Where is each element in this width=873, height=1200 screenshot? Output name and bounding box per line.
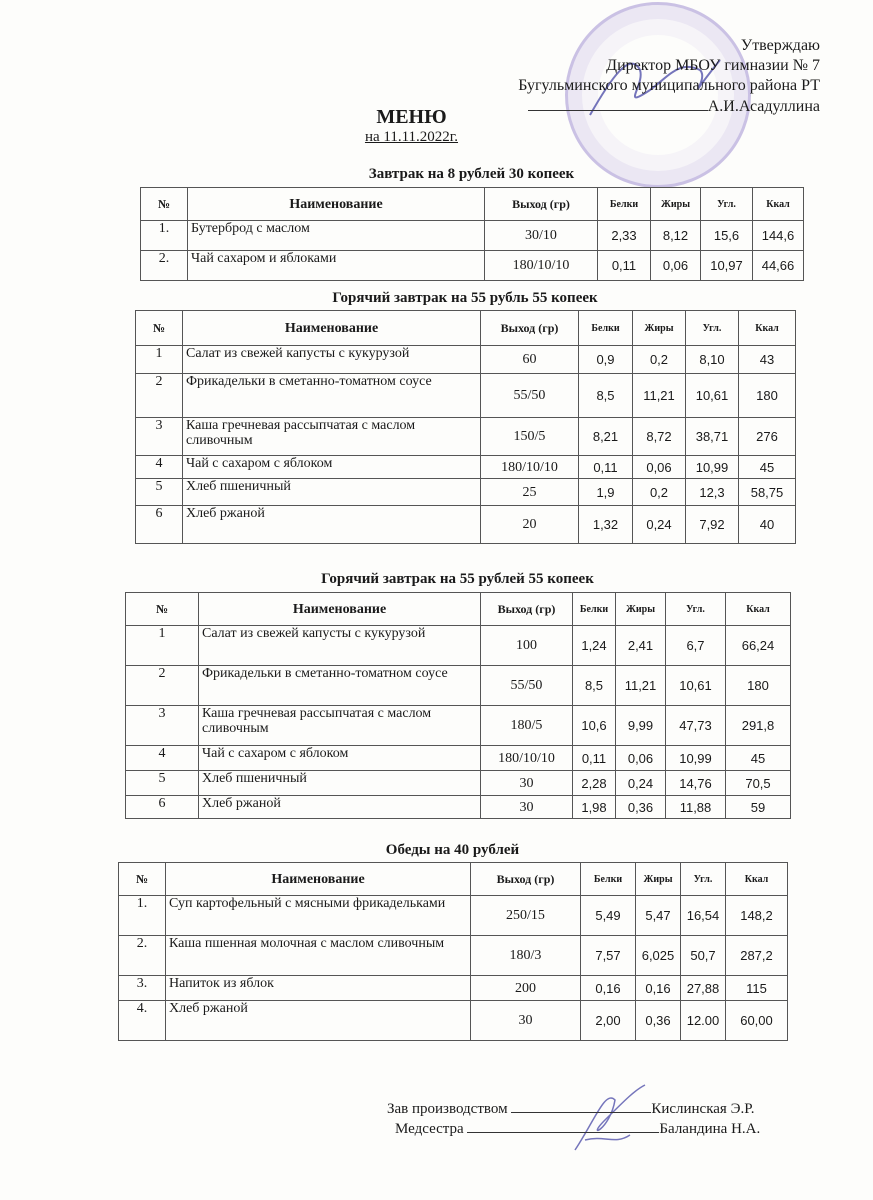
table-row [141,221,804,251]
cell-col-name: Каша пшенная молочная с маслом сливочным [166,936,471,976]
cell-col-yield: 180/3 [471,936,581,976]
cell-col-protein: 0,11 [579,456,633,479]
cell-col-carbs: 16,54 [681,896,726,936]
table-row [126,626,791,666]
cell-col-name: Хлеб пшеничный [183,479,481,506]
header-col-yield: Выход (гр) [485,188,598,221]
cell-col-name: Фрикадельки в сметанно-томатном соусе [199,666,481,706]
cell-col-name: Хлеб пшеничный [199,771,481,796]
cell-col-fat: 8,12 [651,221,701,251]
header-col-protein: Белки [573,593,616,626]
header-col-name: Наименование [183,311,481,346]
cell-col-protein: 5,49 [581,896,636,936]
cell-col-fat: 0,06 [616,746,666,771]
cell-col-number: 6 [136,506,183,544]
cell-col-name: Каша гречневая рассыпчатая с маслом сливочным [183,418,481,456]
cell-col-number: 1. [119,896,166,936]
signature-line [467,1118,659,1133]
cell-col-carbs: 10,97 [701,251,753,281]
cell-col-fat: 8,72 [633,418,686,456]
menu-table [125,592,791,819]
cell-col-yield: 200 [471,976,581,1001]
cell-col-carbs: 38,71 [686,418,739,456]
table-row [141,251,804,281]
cell-col-carbs: 50,7 [681,936,726,976]
signature-name: Баландина Н.А. [659,1121,761,1137]
cell-col-fat: 5,47 [636,896,681,936]
table-row [126,706,791,746]
table-row [136,456,796,479]
cell-col-protein: 1,32 [579,506,633,544]
signature-line [511,1098,651,1113]
cell-col-number: 3 [126,706,199,746]
cell-col-number: 2. [119,936,166,976]
cell-col-number: 4 [136,456,183,479]
cell-col-yield: 100 [481,626,573,666]
header-col-number: № [126,593,199,626]
cell-col-kcal: 59 [726,796,791,819]
cell-col-name: Бутерброд с маслом [188,221,485,251]
cell-col-yield: 20 [481,506,579,544]
header-col-fat: Жиры [633,311,686,346]
cell-col-fat: 0,06 [651,251,701,281]
cell-col-name: Напиток из яблок [166,976,471,1001]
header-col-yield: Выход (гр) [481,593,573,626]
cell-col-fat: 0,24 [633,506,686,544]
cell-col-kcal: 291,8 [726,706,791,746]
header-col-yield: Выход (гр) [481,311,579,346]
cell-col-number: 1 [126,626,199,666]
cell-col-fat: 0,2 [633,346,686,374]
cell-col-protein: 8,21 [579,418,633,456]
cell-col-fat: 9,99 [616,706,666,746]
table-header-row [136,311,796,346]
cell-col-protein: 10,6 [573,706,616,746]
cell-col-protein: 0,16 [581,976,636,1001]
table-row [119,1001,788,1041]
approval-position: Директор МБОУ гимназии № 7 [606,57,820,74]
cell-col-number: 4 [126,746,199,771]
cell-col-kcal: 144,6 [753,221,804,251]
cell-col-kcal: 276 [739,418,796,456]
header-col-fat: Жиры [636,863,681,896]
cell-col-number: 6 [126,796,199,819]
signature-role: Медсестра [395,1121,464,1137]
cell-col-fat: 0,06 [633,456,686,479]
table-row [136,346,796,374]
header-col-kcal: Ккал [753,188,804,221]
table-row [136,506,796,544]
header-col-yield: Выход (гр) [471,863,581,896]
cell-col-carbs: 12,3 [686,479,739,506]
cell-col-yield: 180/10/10 [485,251,598,281]
table-row [119,976,788,1001]
cell-col-fat: 0,2 [633,479,686,506]
cell-col-fat: 0,16 [636,976,681,1001]
cell-col-carbs: 12.00 [681,1001,726,1041]
menu-table [135,310,796,544]
cell-col-protein: 2,33 [598,221,651,251]
cell-col-number: 4. [119,1001,166,1041]
cell-col-number: 1. [141,221,188,251]
signature-row [387,1098,754,1119]
cell-col-protein: 0,9 [579,346,633,374]
page-title: МЕНЮ [376,106,447,128]
menu-date-text: на 11.11.2022г. [364,129,459,145]
cell-col-kcal: 45 [739,456,796,479]
signature-row [395,1118,760,1139]
cell-col-kcal: 287,2 [726,936,788,976]
menu-table [140,187,804,281]
cell-col-carbs: 15,6 [701,221,753,251]
cell-col-protein: 2,00 [581,1001,636,1041]
cell-col-carbs: 10,61 [686,374,739,418]
header-col-kcal: Ккал [739,311,796,346]
cell-col-fat: 0,24 [616,771,666,796]
cell-col-number: 3. [119,976,166,1001]
section-title: Обеды на 40 рублей [385,842,520,858]
cell-col-carbs: 47,73 [666,706,726,746]
cell-col-yield: 30 [481,796,573,819]
table-row [119,896,788,936]
cell-col-number: 1 [136,346,183,374]
cell-col-protein: 0,11 [598,251,651,281]
cell-col-number: 3 [136,418,183,456]
header-col-name: Наименование [166,863,471,896]
section-title: Завтрак на 8 рублей 30 копеек [368,166,575,182]
cell-col-protein: 1,24 [573,626,616,666]
cell-col-yield: 180/10/10 [481,746,573,771]
cell-col-kcal: 60,00 [726,1001,788,1041]
cell-col-name: Хлеб ржаной [199,796,481,819]
approval-line: Утверждаю [740,37,820,54]
table-header-row [141,188,804,221]
header-col-number: № [119,863,166,896]
section-title: Горячий завтрак на 55 рублей 55 копеек [321,571,594,587]
approval-block [518,36,820,117]
cell-col-yield: 30 [471,1001,581,1041]
header-col-carbs: Угл. [701,188,753,221]
cell-col-kcal: 70,5 [726,771,791,796]
cell-col-name: Салат из свежей капусты с кукурузой [183,346,481,374]
cell-col-name: Каша гречневая рассыпчатая с маслом сливочным [199,706,481,746]
table-row [136,374,796,418]
cell-col-kcal: 43 [739,346,796,374]
signature-name: Кислинская Э.Р. [651,1101,755,1117]
approval-organization: Бугульминского муниципального района РТ [518,77,820,94]
cell-col-protein: 7,57 [581,936,636,976]
table-row [126,746,791,771]
cell-col-yield: 25 [481,479,579,506]
header-col-number: № [141,188,188,221]
table-row [136,479,796,506]
cell-col-kcal: 115 [726,976,788,1001]
menu-table [118,862,788,1041]
cell-col-carbs: 8,10 [686,346,739,374]
cell-col-name: Фрикадельки в сметанно-томатном соусе [183,374,481,418]
cell-col-protein: 8,5 [573,666,616,706]
cell-col-kcal: 66,24 [726,626,791,666]
header-col-fat: Жиры [651,188,701,221]
header-col-kcal: Ккал [726,863,788,896]
header-col-carbs: Угл. [686,311,739,346]
menu-date [0,129,848,146]
header-col-protein: Белки [598,188,651,221]
cell-col-fat: 6,025 [636,936,681,976]
cell-col-kcal: 40 [739,506,796,544]
cell-col-name: Суп картофельный с мясными фрикадельками [166,896,471,936]
cell-col-name: Хлеб ржаной [183,506,481,544]
cell-col-yield: 180/5 [481,706,573,746]
cell-col-name: Чай с сахаром с яблоком [183,456,481,479]
cell-col-carbs: 6,7 [666,626,726,666]
table-row [136,418,796,456]
cell-col-protein: 2,28 [573,771,616,796]
cell-col-kcal: 148,2 [726,896,788,936]
cell-col-number: 2. [141,251,188,281]
cell-col-kcal: 180 [739,374,796,418]
cell-col-name: Салат из свежей капусты с кукурузой [199,626,481,666]
cell-col-protein: 1,9 [579,479,633,506]
cell-col-number: 2 [136,374,183,418]
cell-col-protein: 0,11 [573,746,616,771]
cell-col-name: Чай с сахаром с яблоком [199,746,481,771]
cell-col-yield: 30/10 [485,221,598,251]
table-header-row [119,863,788,896]
cell-col-fat: 0,36 [616,796,666,819]
signature-role: Зав производством [387,1101,508,1117]
cell-col-yield: 150/5 [481,418,579,456]
header-col-protein: Белки [581,863,636,896]
cell-col-yield: 250/15 [471,896,581,936]
cell-col-carbs: 7,92 [686,506,739,544]
header-col-name: Наименование [199,593,481,626]
table-row [126,666,791,706]
header-col-protein: Белки [579,311,633,346]
table-header-row [126,593,791,626]
cell-col-fat: 2,41 [616,626,666,666]
cell-col-carbs: 10,61 [666,666,726,706]
table-row [126,796,791,819]
cell-col-kcal: 180 [726,666,791,706]
cell-col-kcal: 58,75 [739,479,796,506]
cell-col-fat: 11,21 [616,666,666,706]
cell-col-protein: 8,5 [579,374,633,418]
cell-col-name: Хлеб ржаной [166,1001,471,1041]
cell-col-carbs: 10,99 [666,746,726,771]
cell-col-fat: 11,21 [633,374,686,418]
header-col-kcal: Ккал [726,593,791,626]
cell-col-protein: 1,98 [573,796,616,819]
cell-col-kcal: 45 [726,746,791,771]
section-title: Горячий завтрак на 55 рубль 55 копеек [332,290,598,306]
header-col-number: № [136,311,183,346]
table-row [119,936,788,976]
table-row [126,771,791,796]
cell-col-kcal: 44,66 [753,251,804,281]
cell-col-number: 5 [126,771,199,796]
cell-col-yield: 180/10/10 [481,456,579,479]
header-col-name: Наименование [188,188,485,221]
cell-col-yield: 55/50 [481,374,579,418]
cell-col-name: Чай сахаром и яблоками [188,251,485,281]
cell-col-number: 2 [126,666,199,706]
cell-col-carbs: 11,88 [666,796,726,819]
cell-col-yield: 30 [481,771,573,796]
cell-col-carbs: 14,76 [666,771,726,796]
header-col-fat: Жиры [616,593,666,626]
cell-col-number: 5 [136,479,183,506]
cell-col-fat: 0,36 [636,1001,681,1041]
cell-col-yield: 55/50 [481,666,573,706]
header-col-carbs: Угл. [681,863,726,896]
cell-col-yield: 60 [481,346,579,374]
cell-col-carbs: 10,99 [686,456,739,479]
header-col-carbs: Угл. [666,593,726,626]
director-name: А.И.Асадуллина [707,98,820,115]
cell-col-carbs: 27,88 [681,976,726,1001]
